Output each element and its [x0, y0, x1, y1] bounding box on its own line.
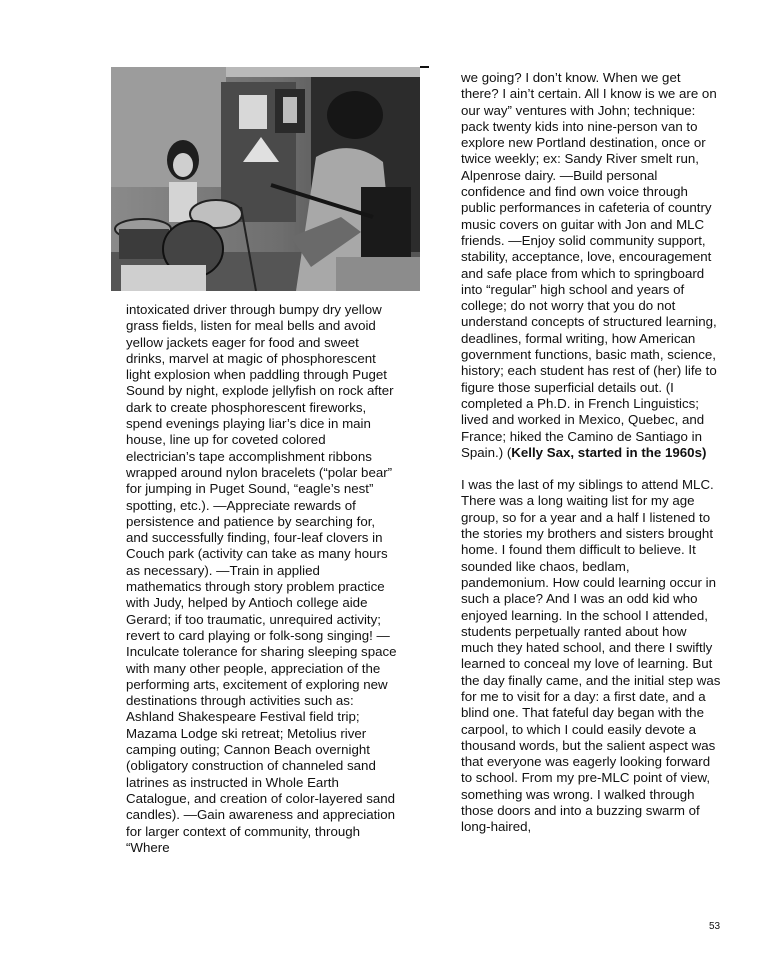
right-text-column	[461, 70, 721, 836]
page-number: 53	[709, 921, 721, 932]
black-and-white-photo-drummer-and-guitarist	[111, 67, 420, 291]
attribution-open-paren: (	[506, 444, 512, 460]
paragraph-1-body: we going? I don’t know. When we get there? I ain’t certain. All I know is we are on our way” ventures with John; technique: pack twenty kids into nine-person van to explore new Portland destination, once or twice weekly; ex: Sandy River smelt run, Alpenrose dairy. —Build personal confidence and find own voice through public performances in cafeteria of country music covers on guitar with Jon and MLC friends. —Enjoy solid community support, stability, acceptance, love, encouragement and safe place from which to springboard into “regular” high school and years of college; do not worry that you do not understand concepts of structured learning, deadlines, formal writing, how American government functions, basic math, science, history; each student has rest of (her) life to figure those superficial details out. (I completed a Ph.D. in French Linguistics; lived and worked in Mexico, Quebec, and France; hiked the Camino de Santiago in Spain.)	[461, 70, 717, 460]
right-paragraph-1	[461, 70, 721, 461]
left-text-column	[126, 302, 398, 856]
paragraph-gap	[461, 461, 721, 477]
attribution: Kelly Sax, started in the 1960s)	[511, 444, 707, 460]
photo-corner-mark	[420, 66, 429, 68]
photo-illustration	[111, 67, 420, 291]
left-paragraph: intoxicated driver through bumpy dry yellow grass fields, listen for meal bells and avoid yellow jackets eager for food and sweet drinks, marvel at magic of phosphorescent light explosion when paddling through Puget Sound by night, explode jellyfish on rock after dark to create phosphorescent fireworks, spend evenings playing liar’s dice in main house, line up for coveted colored electrician’s tape accomplishment ribbons wrapped around nylon bracelets (“polar bear” for jumping in Puget Sound, “eagle’s nest” spotting, etc.). —Appreciate rewards of persistence and patience by searching for, and successfully finding, four-leaf clovers in Couch park (activity can take as many hours as necessary). —Train in applied mathematics through story problem practice with Judy, helped by Antioch college aide Gerard; if too traumatic, unrequired activity; revert to card playing or folk-song singing! —Inculcate tolerance for sharing sleeping space with many other people, appreciation of the performing arts, excitement of exploring new destinations through activities such as: Ashland Shakespeare Festival field trip; Mazama Lodge ski retreat; Metolius river camping outing; Cannon Beach overnight (obligatory construction of channeled sand latrines as instructed in Whole Earth Catalogue, and creation of color-layered sand candles). —Gain awareness and appreciation for larger context of community, through “Where	[126, 302, 397, 855]
right-paragraph-2: I was the last of my siblings to attend MLC. There was a long waiting list for my age group, so for a year and a half I listened to the stories my brothers and sisters brought home. I found them difficult to believe. It sounded like chaos, bedlam, pandemonium. How could learning occur in such a place? And I was an odd kid who enjoyed learning. In the school I attended, students perpetually ranted about how much they hated school, and there I swiftly learned to conceal my love of learning. But the day finally came, and the initial step was for me to visit for a day: a first date, and a blind one. That fateful day began with the carpool, to which I could easily devote a thousand words, but the salient aspect was that everyone was eagerly looking forward to school. From my pre-MLC point of view, something was wrong. I walked through those doors and into a buzzing swarm of long-haired,	[461, 477, 721, 835]
